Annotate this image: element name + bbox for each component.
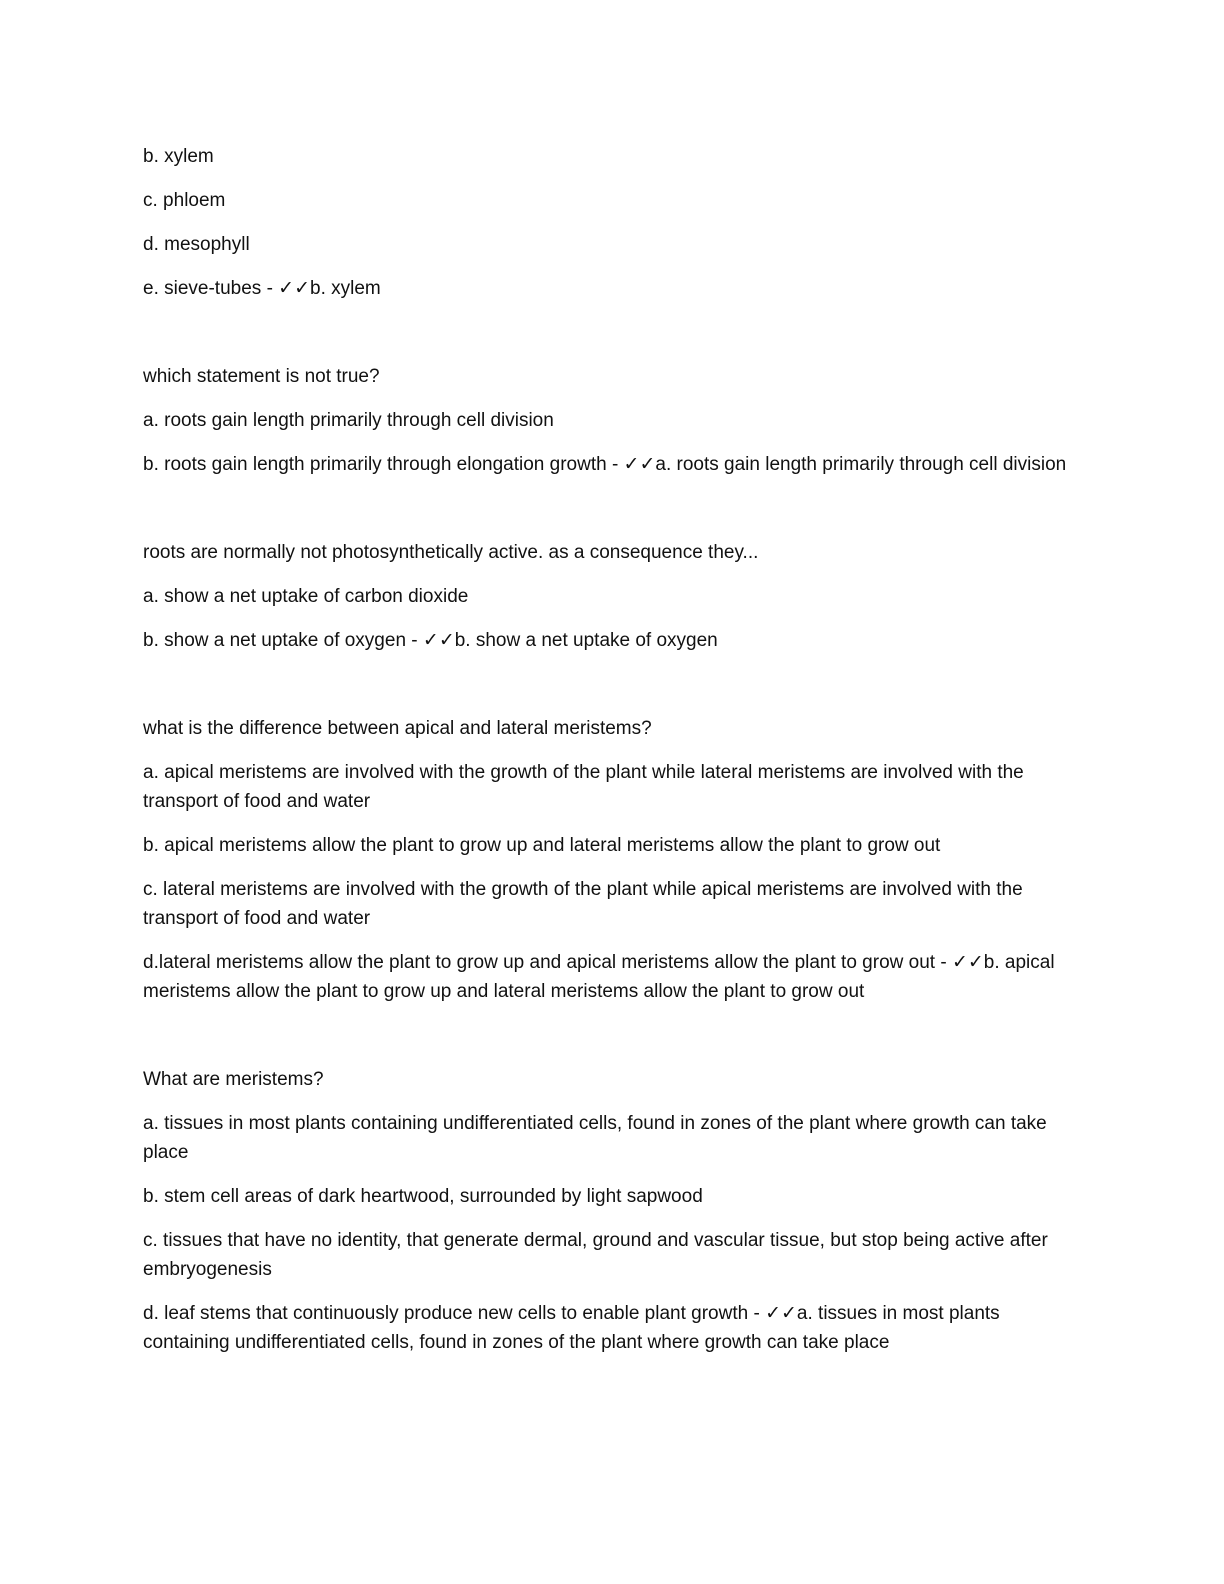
answer-option-with-key: e. sieve-tubes - ✓✓b. xylem [143, 278, 381, 299]
answer-option: c. phloem [143, 190, 226, 211]
quiz-content [143, 142, 1073, 1357]
answer-option: b. xylem [143, 146, 214, 167]
answer-option: a. show a net uptake of carbon dioxide [143, 586, 469, 607]
answer-option: c. lateral meristems are involved with the growth of the plant while apical meristems are involved with the transport of food and water [143, 879, 1023, 929]
answer-option: c. tissues that have no identity, that generate dermal, ground and vascular tissue, but stop being active after embryogenesis [143, 1230, 1048, 1280]
answer-option: a. tissues in most plants containing undifferentiated cells, found in zones of the plant where growth can take place [143, 1113, 1047, 1163]
answer-option: a. apical meristems are involved with the growth of the plant while lateral meristems are involved with the transport of food and water [143, 762, 1024, 812]
answer-option: b. stem cell areas of dark heartwood, surrounded by light sapwood [143, 1186, 703, 1207]
question-text: roots are normally not photosynthetically active. as a consequence they... [143, 542, 759, 563]
answer-option: a. roots gain length primarily through cell division [143, 410, 554, 431]
answer-option-with-key: b. roots gain length primarily through elongation growth - ✓✓a. roots gain length primarily through cell division [143, 454, 1067, 475]
question-text: What are meristems? [143, 1069, 324, 1090]
question-text: what is the difference between apical and lateral meristems? [143, 718, 652, 739]
answer-option: d. mesophyll [143, 234, 250, 255]
answer-option: b. apical meristems allow the plant to grow up and lateral meristems allow the plant to grow out [143, 835, 941, 856]
answer-option-with-key: b. show a net uptake of oxygen - ✓✓b. show a net uptake of oxygen [143, 630, 718, 651]
answer-option-with-key: d.lateral meristems allow the plant to grow up and apical meristems allow the plant to grow out - ✓✓b. apical meristems allow the plant to grow up and lateral meristems allow the plant to grow out [143, 952, 1055, 1002]
answer-option-with-key: d. leaf stems that continuously produce new cells to enable plant growth - ✓✓a. tissues in most plants containing undifferentiated cells, found in zones of the plant where growth can take place [143, 1303, 1000, 1353]
question-text: which statement is not true? [143, 366, 380, 387]
